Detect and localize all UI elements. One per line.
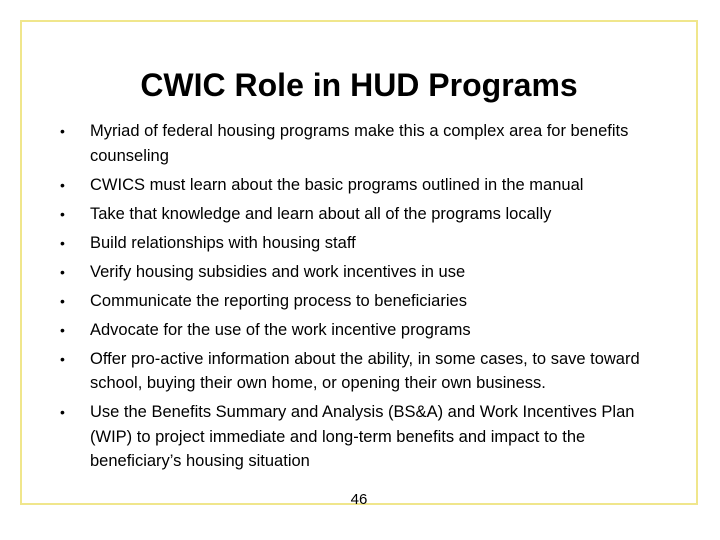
bullet-item xyxy=(60,260,680,285)
bullet-icon: • xyxy=(60,350,65,367)
bullet-item xyxy=(60,289,680,314)
bullet-text: Offer pro-active information about the ability, in some cases, to save toward school, buying their own home, or opening their own business. xyxy=(90,349,640,392)
bullet-item xyxy=(60,347,680,396)
bullet-icon: • xyxy=(60,123,65,139)
bullet-text: Advocate for the use of the work incentive programs xyxy=(90,320,471,339)
slide-frame xyxy=(20,20,698,508)
bullet-text: Communicate the reporting process to beneficiaries xyxy=(90,291,467,310)
bullet-icon: • xyxy=(60,404,65,420)
bullet-icon: • xyxy=(60,263,65,280)
page-number: 46 xyxy=(350,491,368,508)
bullet-text: Verify housing subsidies and work incentives in use xyxy=(90,262,466,281)
bullet-item xyxy=(60,400,680,474)
bullet-icon: • xyxy=(60,176,65,193)
bullet-list xyxy=(60,119,680,478)
bullet-item xyxy=(60,231,680,256)
slide-title: CWIC Role in HUD Programs xyxy=(140,67,578,103)
bullet-text: Take that knowledge and learn about all of the programs locally xyxy=(90,204,552,223)
bullet-item xyxy=(60,119,680,168)
bullet-text: Build relationships with housing staff xyxy=(90,233,356,252)
bullet-icon: • xyxy=(60,292,65,309)
bullet-icon: • xyxy=(60,321,65,338)
bullet-text: Use the Benefits Summary and Analysis (BS&A) and Work Incentives Plan (WIP) to project immediate and long-term benefits and impact to the beneficiary’s housing situation xyxy=(90,403,635,470)
bullet-text: CWICS must learn about the basic programs outlined in the manual xyxy=(90,175,584,194)
bullet-icon: • xyxy=(60,234,65,251)
bullet-item xyxy=(60,173,680,198)
bullet-item xyxy=(60,318,680,343)
bullet-text: Myriad of federal housing programs make this a complex area for benefits counseling xyxy=(90,122,629,165)
bullet-icon: • xyxy=(60,205,65,222)
bullet-item xyxy=(60,202,680,227)
